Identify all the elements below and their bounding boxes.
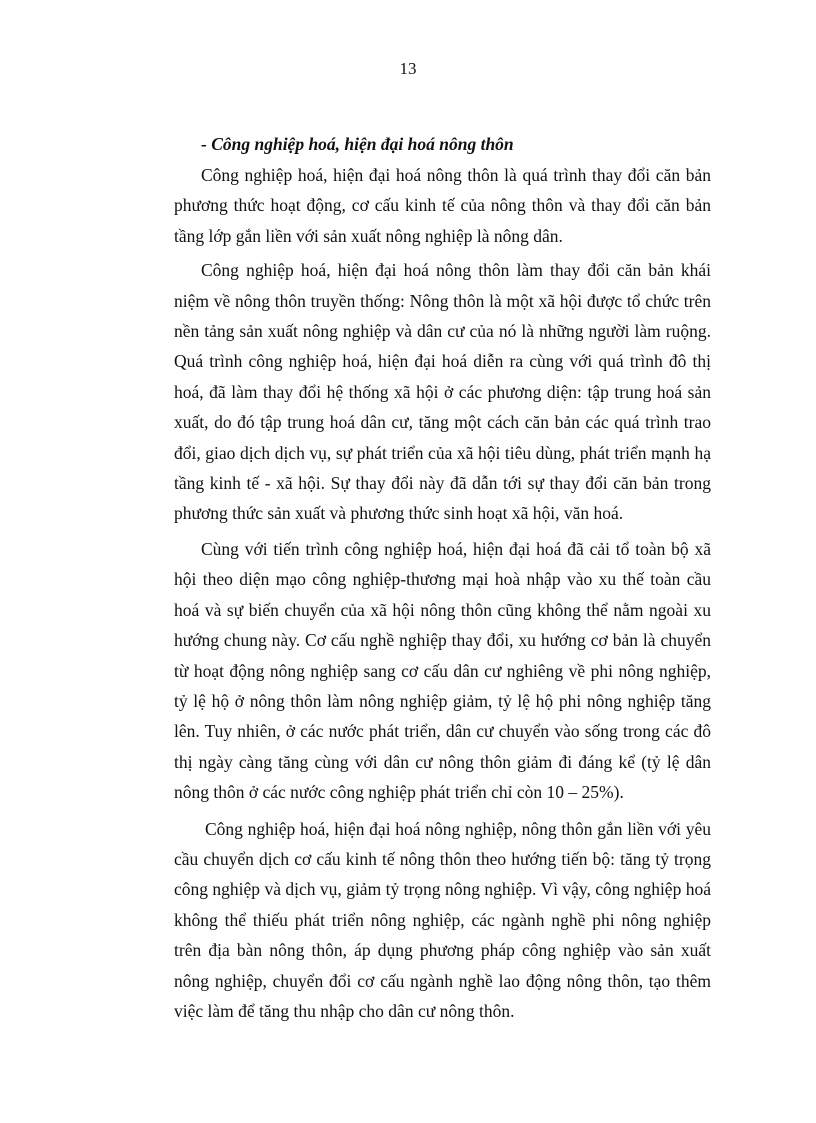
section-heading: - Công nghiệp hoá, hiện đại hoá nông thôn <box>201 134 514 154</box>
paragraph-2: Công nghiệp hoá, hiện đại hoá nông thôn làm thay đổi căn bản khái niệm về nông thôn truyền thống: Nông thôn là một xã hội được tổ chức trên nền tảng sản xuất nông nghiệp và dân cư của nó là những người làm ruộng. Quá trình công nghiệp hoá, hiện đại hoá diễn ra cùng với quá trình đô thị hoá, đã làm thay đổi hệ thống xã hội ở các phương diện: tập trung hoá sản xuất, do đó tập trung hoá dân cư, tăng một cách căn bản các quá trình trao đổi, giao dịch dịch vụ, sự phát triển của xã hội tiêu dùng, phát triển mạnh hạ tầng kinh tế - xã hội. Sự thay đổi này đã dẫn tới sự thay đổi căn bản trong phương thức sản xuất và phương thức sinh hoạt xã hội, văn hoá. <box>174 260 711 524</box>
document-body <box>174 128 711 1026</box>
paragraph-4: Công nghiệp hoá, hiện đại hoá nông nghiệp, nông thôn gắn liền với yêu cầu chuyển dịch cơ cấu kinh tế nông thôn theo hướng tiến bộ: tăng tỷ trọng công nghiệp và dịch vụ, giảm tỷ trọng nông nghiệp. Vì vậy, công nghiệp hoá không thể thiếu phát triển nông nghiệp, các ngành nghề phi nông nghiệp trên địa bàn nông thôn, áp dụng phương pháp công nghiệp vào sản xuất nông nghiệp, chuyển đổi cơ cấu ngành nghề lao động nông thôn, tạo thêm việc làm để tăng thu nhập cho dân cư nông thôn. <box>174 818 711 1021</box>
paragraph-3: Cùng với tiến trình công nghiệp hoá, hiện đại hoá đã cải tổ toàn bộ xã hội theo diện mạo công nghiệp-thương mại hoà nhập vào xu thế toàn cầu hoá và sự biến chuyển của xã hội nông thôn cũng không thể nằm ngoài xu hướng chung này. Cơ cấu nghề nghiệp thay đổi, xu hướng cơ bản là chuyển từ hoạt động nông nghiệp sang cơ cấu dân cư nghiêng về phi nông nghiệp, tỷ lệ hộ ở nông thôn làm nông nghiệp giảm, tỷ lệ hộ phi nông nghiệp tăng lên. Tuy nhiên, ở các nước phát triển, dân cư chuyển vào sống trong các đô thị ngày càng tăng cùng với dân cư nông thôn giảm đi đáng kể (tỷ lệ dân nông thôn ở các nước công nghiệp phát triển chỉ còn 10 – 25%). <box>174 538 711 803</box>
page-number: 13 <box>399 59 417 78</box>
paragraph-1: Công nghiệp hoá, hiện đại hoá nông thôn là quá trình thay đổi căn bản phương thức hoạt động, cơ cấu kinh tế của nông thôn và thay đổi căn bản tầng lớp gắn liền với sản xuất nông nghiệp là nông dân. <box>174 165 711 246</box>
